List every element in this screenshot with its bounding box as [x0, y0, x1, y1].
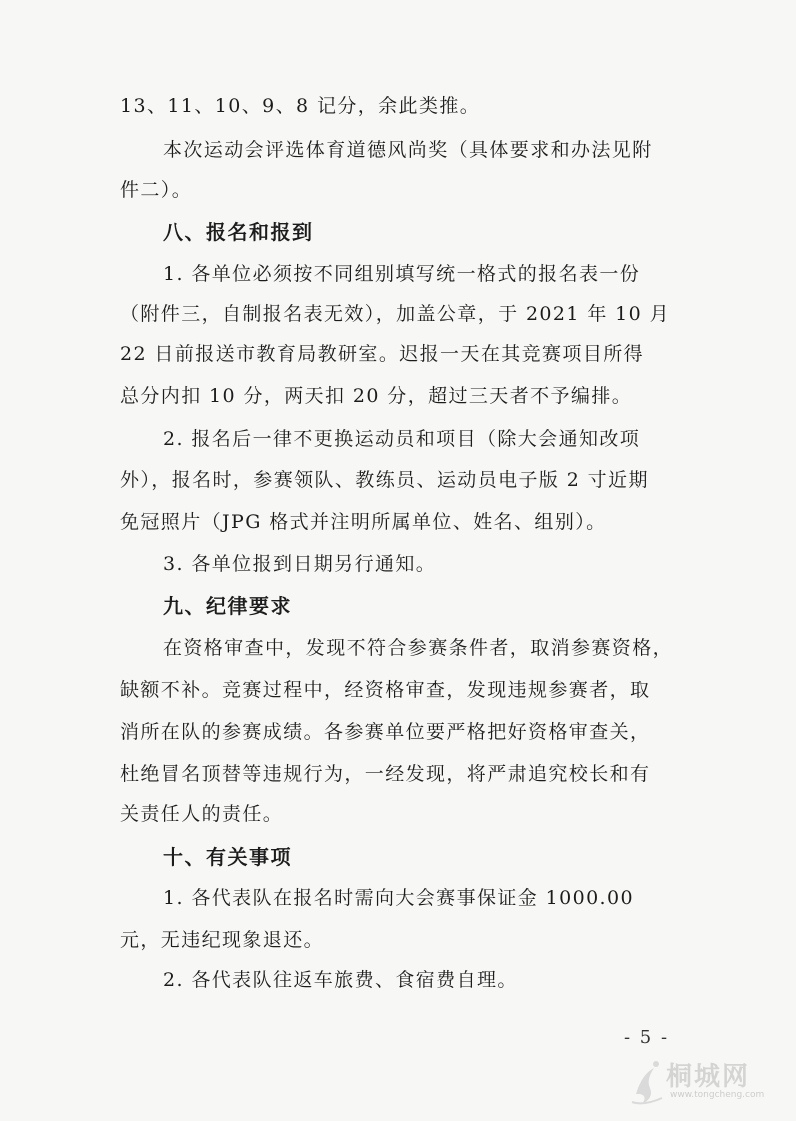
paragraph-line: 消所在队的参赛成绩。各参赛单位要严格把好资格审查关， — [120, 721, 651, 743]
paragraph-line: 在资格审查中，发现不符合参赛条件者，取消参赛资格， — [163, 637, 674, 659]
paragraph-line: 2. 报名后一律不更换运动员和项目（除大会通知改项 — [163, 428, 641, 450]
page-number: - 5 - — [624, 1027, 670, 1048]
paragraph-line: 件二）。 — [120, 179, 193, 201]
paragraph-line: 杜绝冒名顶替等违规行为，一经发现，将严肃追究校长和有 — [120, 763, 651, 785]
site-watermark — [628, 1052, 778, 1112]
paragraph-line: 免冠照片（JPG 格式并注明所属单位、姓名、组别）。 — [120, 511, 607, 533]
paragraph-line: 缺额不补。竞赛过程中，经资格审查，发现违规参赛者，取 — [120, 679, 651, 701]
paragraph-line: 13、11、10、9、8 记分，余此类推。 — [120, 95, 481, 117]
paragraph-line: 1. 各代表队在报名时需向大会赛事保证金 1000.00 — [163, 887, 634, 909]
paragraph-line: 元，无违纪现象退还。 — [120, 929, 325, 951]
watermark-logo-icon — [628, 1054, 668, 1108]
paragraph-line: 外），报名时，参赛领队、教练员、运动员电子版 2 寸近期 — [120, 469, 649, 491]
paragraph-line: 总分内扣 10 分，两天扣 20 分，超过三天者不予编排。 — [120, 385, 633, 407]
section-heading-8: 八、报名和报到 — [163, 220, 314, 244]
paragraph-line: （附件三，自制报名表无效），加盖公章，于 2021 年 10 月 — [120, 303, 670, 325]
section-heading-10: 十、有关事项 — [163, 845, 292, 869]
watermark-text: 桐城网 — [666, 1062, 751, 1092]
paragraph-line: 1. 各单位必须按不同组别填写统一格式的报名表一份 — [163, 263, 641, 285]
paragraph-line: 关责任人的责任。 — [120, 803, 284, 825]
paragraph-line: 3. 各单位报到日期另行通知。 — [163, 553, 437, 575]
section-heading-9: 九、纪律要求 — [163, 594, 292, 618]
watermark-url: www.tongcheng.com — [670, 1090, 765, 1100]
paragraph-line: 22 日前报送市教育局教研室。迟报一天在其竞赛项目所得 — [120, 343, 645, 365]
paragraph-line: 本次运动会评选体育道德风尚奖（具体要求和办法见附 — [163, 139, 653, 161]
paragraph-line: 2. 各代表队往返车旅费、食宿费自理。 — [163, 969, 518, 991]
